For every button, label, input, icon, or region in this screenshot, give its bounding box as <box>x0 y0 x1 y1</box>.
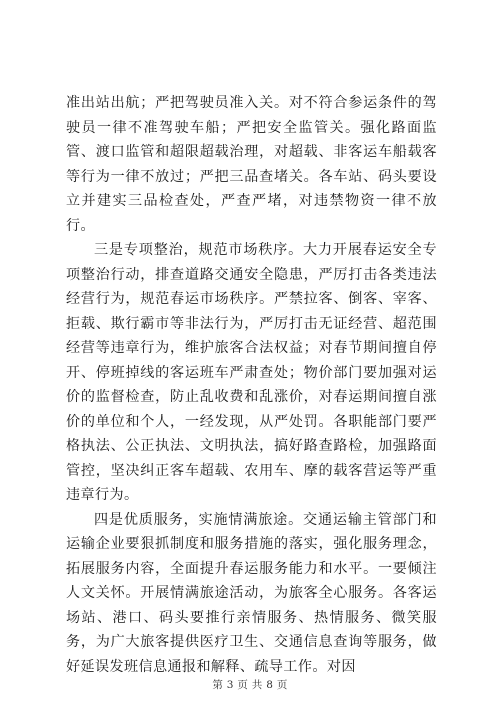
paragraph-item-four: 四是优质服务，实施情满旅途。交通运输主管部门和运输企业要狠抓制度和服务措施的落实，强化服务理念，拓展服务内容，全面提升春运服务能力和水平。一要倾注人文关怀。开展情满旅途活动，为旅客全心服务。各客运场站、港口、码头要推行亲情服务、热情服务、微笑服务，为广大旅客提供医疗卫生、交通信息查询等服务，做好延误发班信息通报和解释、疏导工作。对因 <box>66 511 437 675</box>
paragraph-item-three: 三是专项整治，规范市场秩序。大力开展春运安全专项整治行动，排查道路交通安全隐患，严厉打击各类违法经营行为，规范春运市场秩序。严禁拉客、倒客、宰客、拒载、欺行霸市等非法行为，严厉打击无证经营、超范围经营等违章行为，维护旅客合法权益；对春节期间擅自停开、停班掉线的客运班车严肃查处；物价部门要加强对运价的监督检查，防止乱收费和乱涨价，对春运期间擅自涨价的单位和个人，一经发现，从严处罚。各职能部门要严格执法、公正执法、文明执法，搞好路查路检，加强路面管控，坚决纠正客车超载、农用车、摩的载客营运等严重违章行为。 <box>66 242 437 503</box>
document-body <box>66 91 437 679</box>
page-number-footer: 第 3 页 共 8 页 <box>212 679 288 691</box>
paragraph-continuation: 准出站出航；严把驾驶员准入关。对不符合参运条件的驾驶员一律不准驾驶车船；严把安全监管关。强化路面监管、渡口监管和超限超载治理，对超载、非客运车船载客等行为一律不放过；严把三品查堵关。各车站、码头要设立并建实三品检查处，严查严堵，对违禁物资一律不放行。 <box>66 95 437 234</box>
